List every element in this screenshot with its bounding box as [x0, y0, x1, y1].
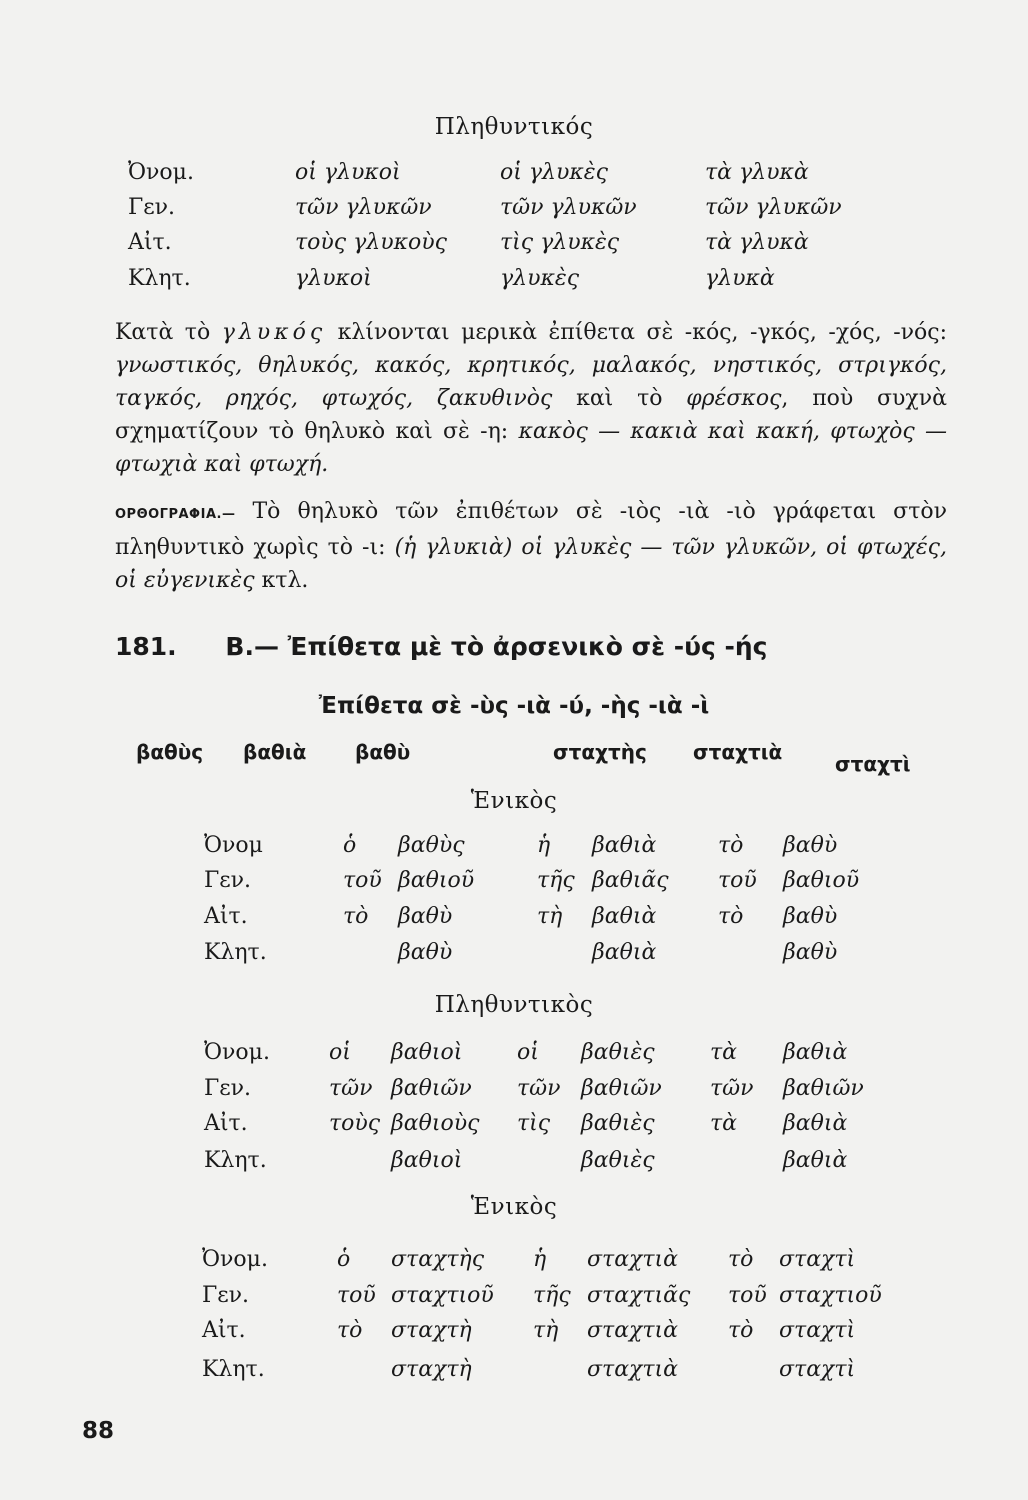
- paragraph-after: , ποὺ συχνὰ σχηματίζουν τὸ θηλυκὸ καὶ σὲ -η:: [115, 386, 947, 444]
- table-cell: σταχτιοῦ: [779, 1283, 882, 1308]
- table-cell: τὸ: [343, 904, 369, 929]
- table-cell: τὰ: [710, 1111, 738, 1136]
- case-label: Αἰτ.: [204, 904, 248, 929]
- forms-row: [0, 740, 1028, 774]
- table-cell: βαθιοῦ: [783, 868, 860, 893]
- case-label: Ὀνομ: [204, 833, 263, 858]
- table-cell: βαθιὰ: [592, 940, 657, 965]
- table-cell: βαθὺ: [398, 940, 453, 965]
- case-label: Γεν.: [204, 1076, 252, 1101]
- case-label: Αἰτ.: [202, 1318, 246, 1343]
- table-cell: βαθὺ: [783, 940, 838, 965]
- table-cell: βαθιῶν: [581, 1076, 662, 1101]
- section-heading: [115, 632, 995, 672]
- table-cell: βαθιὰ: [783, 1111, 848, 1136]
- table-cell: σταχτιοῦ: [391, 1283, 494, 1308]
- table-cell: τὶς γλυκὲς: [500, 230, 620, 255]
- table-cell: οἱ: [517, 1040, 539, 1065]
- orthography-examples: (ἡ γλυκιὰ) οἱ γλυκὲς — τῶν γλυκῶν, οἱ φτωχές, οἱ εὐγενικὲς: [115, 535, 947, 593]
- case-label: Κλητ.: [204, 1148, 267, 1173]
- table-cell: τὰ γλυκὰ: [705, 230, 809, 255]
- table-cell: γλυκὲς: [500, 266, 580, 291]
- paragraph-rule: κλίνονται μερικὰ ἐπίθετα σὲ -κός, -γκός, -χός, -νός:: [326, 320, 947, 345]
- table-row: [0, 868, 1028, 900]
- table-row: [0, 160, 1028, 192]
- case-label: Κλητ.: [202, 1357, 265, 1382]
- table-cell: τοῦ: [337, 1283, 376, 1308]
- table-row: [0, 1111, 1028, 1143]
- table-cell: οἱ γλυκὲς: [500, 160, 608, 185]
- paragraph-intro: Κατὰ τὸ: [115, 320, 222, 345]
- table-row: [0, 1247, 1028, 1279]
- table-cell: τοῦ: [718, 868, 757, 893]
- table-row: [0, 1283, 1028, 1315]
- table-cell: τοῦ: [343, 868, 382, 893]
- table-cell: ἡ: [533, 1247, 547, 1272]
- table-cell: βαθιοὶ: [391, 1148, 463, 1173]
- form-bathys: βαθὺς: [136, 740, 204, 764]
- case-label: Γεν.: [204, 868, 252, 893]
- table-cell: σταχτιὰ: [587, 1247, 679, 1272]
- table-cell: βαθιὰ: [783, 1040, 848, 1065]
- table-cell: τὸ: [728, 1247, 754, 1272]
- table-cell: βαθιὲς: [581, 1111, 655, 1136]
- bathys-singular-heading: Ἑνικὸς: [470, 788, 558, 814]
- case-label: Αἰτ.: [204, 1111, 248, 1136]
- table-cell: ἡ: [537, 833, 551, 858]
- paragraph-examples: γνωστικός, θηλυκός, κακός, κρητικός, μαλακός, νηστικός, στριγκός, ταγκός, ρηχός, φτωχός, ζακυθινὸς: [115, 353, 947, 411]
- table-cell: βαθὺ: [783, 833, 838, 858]
- form-bathia: βαθιὰ: [243, 740, 307, 764]
- page-number: 88: [82, 1418, 115, 1444]
- paragraph-spaced-word: γλυκός: [221, 320, 327, 345]
- table-cell: τὰ: [710, 1040, 738, 1065]
- section-number: 181.: [115, 632, 177, 661]
- table-row: [0, 940, 1028, 972]
- case-label: Ὀνομ.: [128, 160, 194, 185]
- form-stachtis: σταχτὴς: [553, 740, 647, 764]
- table-cell: τῶν: [710, 1076, 754, 1101]
- table-cell: βαθιὰ: [783, 1148, 848, 1173]
- orthography-etc: κτλ.: [254, 568, 309, 593]
- table-cell: οἱ γλυκοὶ: [295, 160, 401, 185]
- table-row: [0, 230, 1028, 262]
- table-cell: βαθὺ: [783, 904, 838, 929]
- glykos-plural-heading: Πληθυντικός: [434, 114, 594, 140]
- table-cell: τὸ: [337, 1318, 363, 1343]
- paragraph-fresko: φρέσκος: [686, 386, 782, 411]
- table-cell: τῶν γλυκῶν: [705, 195, 842, 220]
- table-cell: ὁ: [343, 833, 357, 858]
- table-cell: γλυκοὶ: [295, 266, 372, 291]
- table-row: [0, 266, 1028, 298]
- table-row: [0, 904, 1028, 936]
- table-cell: βαθιὰ: [592, 904, 657, 929]
- paragraph-mid: καὶ τὸ: [552, 386, 687, 411]
- table-cell: βαθιῶν: [391, 1076, 472, 1101]
- table-cell: σταχτὴς: [391, 1247, 485, 1272]
- section-title: Β.— Ἐπίθετα μὲ τὸ ἀρσενικὸ σὲ -ύς -ής: [225, 632, 768, 661]
- table-cell: τοῦ: [728, 1283, 767, 1308]
- orthography-text: Τὸ θηλυκὸ τῶν ἐπιθέτων σὲ -ιὸς -ιὰ -ιὸ γράφεται στὸν πληθυντικὸ χωρὶς τὸ -ι:: [115, 499, 947, 560]
- table-cell: σταχτιὰ: [587, 1318, 679, 1343]
- table-row: [0, 1318, 1028, 1350]
- table-cell: βαθιοῦ: [398, 868, 475, 893]
- table-cell: σταχτὴ: [391, 1357, 472, 1382]
- table-cell: τῶν γλυκῶν: [500, 195, 637, 220]
- table-cell: ὁ: [337, 1247, 351, 1272]
- table-cell: σταχτὴ: [391, 1318, 472, 1343]
- case-label: Γεν.: [202, 1283, 250, 1308]
- table-cell: βαθὺς: [398, 833, 465, 858]
- table-cell: γλυκὰ: [705, 266, 775, 291]
- case-label: Κλητ.: [204, 940, 267, 965]
- table-cell: σταχτὶ: [779, 1357, 856, 1382]
- table-cell: βαθιᾶς: [592, 868, 669, 893]
- table-cell: τῶν: [329, 1076, 373, 1101]
- case-label: Αἰτ.: [128, 230, 172, 255]
- table-row: [0, 833, 1028, 865]
- table-cell: τὰ γλυκὰ: [705, 160, 809, 185]
- table-row: [0, 1357, 1028, 1389]
- table-cell: τὶς: [517, 1111, 551, 1136]
- table-cell: σταχτὶ: [779, 1247, 856, 1272]
- form-stachtia: σταχτιὰ: [693, 740, 783, 764]
- case-label: Γεν.: [128, 195, 176, 220]
- case-label: Ὀνομ.: [202, 1247, 268, 1272]
- orthography-label: ΟΡΘΟΓΡΑΦΙΑ.—: [115, 507, 236, 522]
- table-cell: τὸ: [728, 1318, 754, 1343]
- table-row: [0, 195, 1028, 227]
- table-cell: τῆς: [533, 1283, 571, 1308]
- table-cell: σταχτὶ: [779, 1318, 856, 1343]
- table-cell: βαθιὲς: [581, 1040, 655, 1065]
- table-cell: βαθὺ: [398, 904, 453, 929]
- table-row: [0, 1040, 1028, 1072]
- table-cell: τοὺς γλυκοὺς: [295, 230, 447, 255]
- table-cell: βαθιὰ: [592, 833, 657, 858]
- table-cell: τὸ: [718, 833, 744, 858]
- table-row: [0, 1148, 1028, 1180]
- table-cell: σταχτιᾶς: [587, 1283, 691, 1308]
- subtitle: Ἐπίθετα σὲ -ὺς -ιὰ -ύ, -ὴς -ιὰ -ὶ: [318, 693, 710, 719]
- table-cell: σταχτιὰ: [587, 1357, 679, 1382]
- table-cell: βαθιοὺς: [391, 1111, 480, 1136]
- table-cell: τὴ: [537, 904, 563, 929]
- table-cell: τὸ: [718, 904, 744, 929]
- table-cell: τῶν γλυκῶν: [295, 195, 432, 220]
- table-row: [0, 1076, 1028, 1108]
- form-stachti: σταχτὶ: [835, 752, 911, 776]
- table-cell: τὴ: [533, 1318, 559, 1343]
- stachtis-singular-heading: Ἑνικὸς: [470, 1194, 558, 1220]
- paragraph-final-examples: κακὸς — κακιὰ καὶ κακή, φτωχὸς — φτωχιὰ καὶ φτωχή.: [115, 419, 948, 477]
- table-cell: βαθιοὶ: [391, 1040, 463, 1065]
- form-bathy: βαθὺ: [355, 740, 411, 764]
- table-cell: τῆς: [537, 868, 575, 893]
- table-cell: βαθιῶν: [783, 1076, 864, 1101]
- glykos-paragraph: [115, 316, 947, 481]
- table-cell: τῶν: [517, 1076, 561, 1101]
- table-cell: τοὺς: [329, 1111, 381, 1136]
- orthography-note: [115, 495, 947, 597]
- case-label: Κλητ.: [128, 266, 191, 291]
- table-cell: βαθιὲς: [581, 1148, 655, 1173]
- case-label: Ὀνομ.: [204, 1040, 270, 1065]
- table-cell: οἱ: [329, 1040, 351, 1065]
- bathys-plural-heading: Πληθυντικὸς: [434, 992, 594, 1018]
